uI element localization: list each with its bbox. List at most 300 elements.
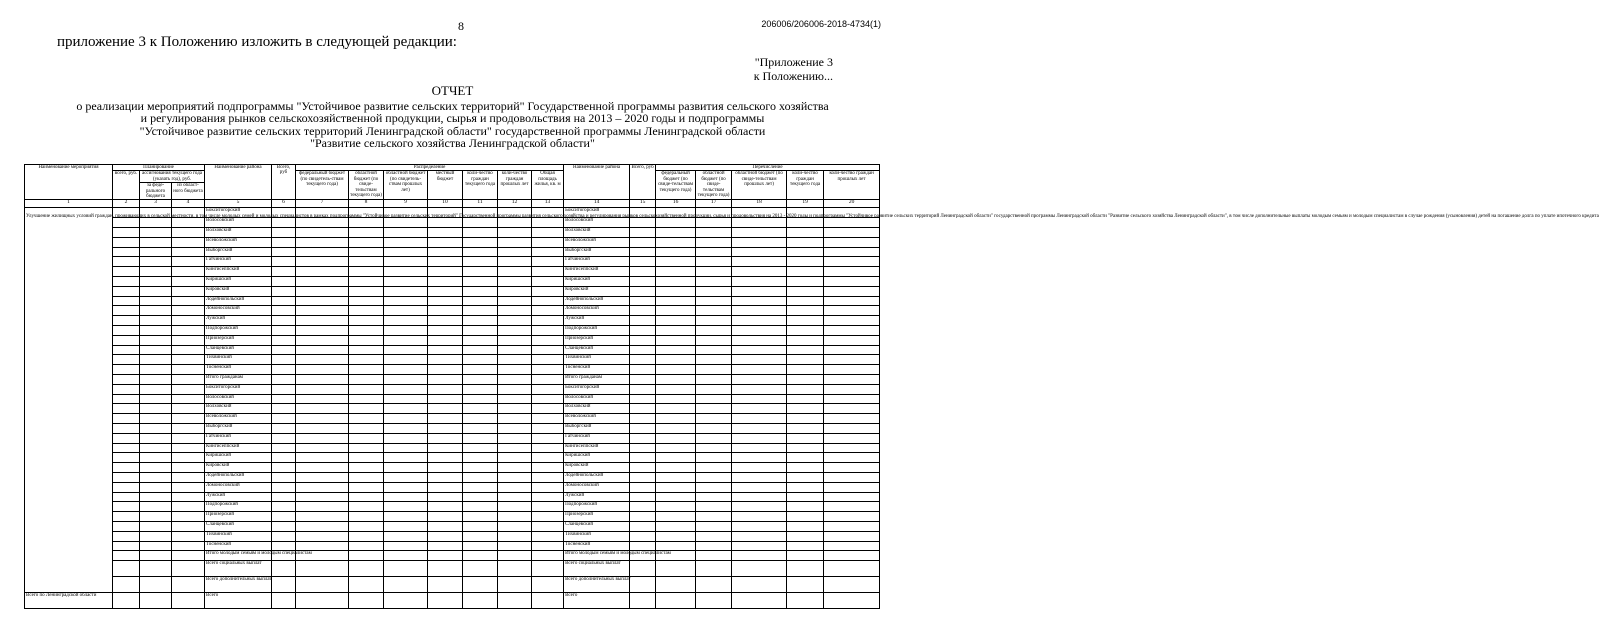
value-cell bbox=[532, 355, 564, 365]
value-cell bbox=[630, 394, 656, 404]
value-cell bbox=[498, 593, 532, 609]
district-name: Волосовский bbox=[205, 218, 272, 228]
value-cell bbox=[824, 296, 880, 306]
value-cell bbox=[630, 365, 656, 375]
value-cell bbox=[272, 335, 296, 345]
value-cell bbox=[140, 502, 172, 512]
value-cell bbox=[630, 326, 656, 336]
header-transfer-reg-past: областной бюджет (по свиде-тельствам прошлых лет) bbox=[732, 171, 787, 200]
report-table bbox=[24, 164, 1599, 609]
district-name: Приозерский bbox=[205, 512, 272, 522]
table-row bbox=[25, 345, 880, 355]
district-name-transfer: Тихвинский bbox=[564, 531, 630, 541]
value-cell bbox=[349, 306, 384, 316]
column-number: 19 bbox=[787, 200, 824, 208]
value-cell bbox=[384, 355, 428, 365]
value-cell bbox=[384, 512, 428, 522]
value-cell bbox=[787, 472, 824, 482]
value-cell bbox=[498, 326, 532, 336]
value-cell bbox=[732, 593, 787, 609]
value-cell bbox=[113, 394, 140, 404]
value-cell bbox=[113, 345, 140, 355]
value-cell bbox=[656, 404, 696, 414]
value-cell bbox=[463, 286, 498, 296]
value-cell bbox=[463, 335, 498, 345]
table-row bbox=[25, 593, 880, 609]
value-cell bbox=[272, 277, 296, 287]
value-cell bbox=[630, 593, 656, 609]
value-cell bbox=[787, 374, 824, 384]
value-cell bbox=[113, 551, 140, 561]
value-cell bbox=[824, 414, 880, 424]
value-cell bbox=[824, 335, 880, 345]
value-cell bbox=[296, 326, 349, 336]
value-cell bbox=[732, 316, 787, 326]
value-cell bbox=[113, 374, 140, 384]
value-cell bbox=[463, 561, 498, 577]
value-cell bbox=[656, 541, 696, 551]
value-cell bbox=[384, 453, 428, 463]
value-cell bbox=[272, 423, 296, 433]
value-cell bbox=[384, 561, 428, 577]
value-cell bbox=[732, 257, 787, 267]
value-cell bbox=[696, 577, 732, 593]
value-cell bbox=[384, 482, 428, 492]
value-cell bbox=[463, 453, 498, 463]
value-cell bbox=[296, 306, 349, 316]
value-cell bbox=[140, 472, 172, 482]
value-cell bbox=[140, 463, 172, 473]
value-cell bbox=[296, 423, 349, 433]
value-cell bbox=[272, 306, 296, 316]
district-name: Ломоносовский bbox=[205, 482, 272, 492]
value-cell bbox=[696, 443, 732, 453]
column-number: 6 bbox=[272, 200, 296, 208]
value-cell bbox=[824, 374, 880, 384]
value-cell bbox=[630, 561, 656, 577]
report-title-line-2: о реализации мероприятий подпрограммы "Устойчивое развитие сельских территорий" Государственной программы развития сельского хозяйства bbox=[76, 98, 829, 113]
value-cell bbox=[732, 365, 787, 375]
value-cell bbox=[140, 345, 172, 355]
value-cell bbox=[140, 257, 172, 267]
value-cell bbox=[296, 443, 349, 453]
header-transfer-reg-current: областной бюджет (по свиде-тельствам текущего года) bbox=[696, 171, 732, 200]
value-cell bbox=[532, 374, 564, 384]
value-cell bbox=[824, 593, 880, 609]
value-cell bbox=[113, 335, 140, 345]
value-cell bbox=[384, 326, 428, 336]
value-cell bbox=[696, 384, 732, 394]
value-cell bbox=[113, 365, 140, 375]
value-cell bbox=[113, 423, 140, 433]
value-cell bbox=[140, 453, 172, 463]
value-cell bbox=[732, 443, 787, 453]
value-cell bbox=[172, 531, 205, 541]
value-cell bbox=[532, 492, 564, 502]
value-cell bbox=[384, 541, 428, 551]
value-cell bbox=[296, 502, 349, 512]
table-row bbox=[25, 296, 880, 306]
value-cell bbox=[498, 257, 532, 267]
value-cell bbox=[384, 404, 428, 414]
value-cell bbox=[824, 423, 880, 433]
table-row bbox=[25, 512, 880, 522]
value-cell bbox=[532, 228, 564, 238]
value-cell bbox=[384, 502, 428, 512]
value-cell bbox=[630, 531, 656, 541]
value-cell bbox=[172, 541, 205, 551]
value-cell bbox=[349, 316, 384, 326]
value-cell bbox=[463, 577, 498, 593]
table-row bbox=[25, 384, 880, 394]
value-cell bbox=[787, 404, 824, 414]
value-cell bbox=[532, 512, 564, 522]
value-cell bbox=[787, 453, 824, 463]
value-cell bbox=[428, 453, 463, 463]
value-cell bbox=[349, 521, 384, 531]
column-number: 13 bbox=[532, 200, 564, 208]
value-cell bbox=[349, 577, 384, 593]
value-cell bbox=[428, 267, 463, 277]
value-cell bbox=[463, 531, 498, 541]
value-cell bbox=[787, 394, 824, 404]
value-cell bbox=[140, 374, 172, 384]
value-cell bbox=[140, 577, 172, 593]
value-cell bbox=[296, 492, 349, 502]
value-cell bbox=[349, 345, 384, 355]
value-cell bbox=[630, 384, 656, 394]
district-name-transfer: Волосовский bbox=[564, 394, 630, 404]
value-cell bbox=[824, 218, 880, 228]
value-cell bbox=[696, 423, 732, 433]
column-number: 5 bbox=[205, 200, 272, 208]
column-number: 4 bbox=[172, 200, 205, 208]
value-cell bbox=[349, 277, 384, 287]
table-row bbox=[25, 463, 880, 473]
report-title-line-1: ОТЧЕТ bbox=[431, 83, 474, 98]
table-row bbox=[25, 237, 880, 247]
value-cell bbox=[532, 257, 564, 267]
district-name: Кировский bbox=[205, 463, 272, 473]
district-name-transfer: Ломоносовский bbox=[564, 306, 630, 316]
value-cell bbox=[732, 512, 787, 522]
value-cell bbox=[498, 423, 532, 433]
value-cell bbox=[172, 296, 205, 306]
value-cell bbox=[272, 286, 296, 296]
value-cell bbox=[787, 593, 824, 609]
value-cell bbox=[113, 531, 140, 541]
value-cell bbox=[656, 492, 696, 502]
value-cell bbox=[172, 521, 205, 531]
report-title-line-4: "Устойчивое развитие сельских территорий Ленинградской области" государственной программы Ленинградской области bbox=[139, 123, 766, 138]
value-cell bbox=[272, 345, 296, 355]
district-name: Тосненский bbox=[205, 541, 272, 551]
value-cell bbox=[140, 237, 172, 247]
value-cell bbox=[384, 335, 428, 345]
value-cell bbox=[349, 561, 384, 577]
value-cell bbox=[384, 345, 428, 355]
value-cell bbox=[732, 277, 787, 287]
table-row bbox=[25, 482, 880, 492]
value-cell bbox=[349, 492, 384, 502]
value-cell bbox=[140, 277, 172, 287]
value-cell bbox=[384, 316, 428, 326]
value-cell bbox=[463, 345, 498, 355]
value-cell bbox=[498, 335, 532, 345]
value-cell bbox=[656, 335, 696, 345]
value-cell bbox=[787, 267, 824, 277]
value-cell bbox=[630, 218, 656, 228]
value-cell bbox=[656, 502, 696, 512]
value-cell bbox=[349, 443, 384, 453]
value-cell bbox=[172, 472, 205, 482]
value-cell bbox=[732, 502, 787, 512]
district-name: Всего bbox=[205, 593, 272, 609]
value-cell bbox=[428, 541, 463, 551]
value-cell bbox=[428, 561, 463, 577]
value-cell bbox=[824, 277, 880, 287]
value-cell bbox=[630, 423, 656, 433]
value-cell bbox=[384, 414, 428, 424]
value-cell bbox=[732, 228, 787, 238]
header-count-past: коли-чество граждан прошлых лет bbox=[498, 171, 532, 200]
value-cell bbox=[532, 443, 564, 453]
value-cell bbox=[296, 286, 349, 296]
value-cell bbox=[787, 551, 824, 561]
value-cell bbox=[787, 482, 824, 492]
table-row bbox=[25, 316, 880, 326]
value-cell bbox=[498, 492, 532, 502]
column-number: 11 bbox=[463, 200, 498, 208]
district-name-transfer: Всего социальных выплат bbox=[564, 561, 630, 577]
value-cell bbox=[428, 521, 463, 531]
value-cell bbox=[630, 472, 656, 482]
district-name-transfer: Выборгский bbox=[564, 423, 630, 433]
value-cell bbox=[140, 355, 172, 365]
value-cell bbox=[630, 247, 656, 257]
value-cell bbox=[172, 492, 205, 502]
table-row bbox=[25, 257, 880, 267]
column-number: 20 bbox=[824, 200, 880, 208]
value-cell bbox=[140, 286, 172, 296]
value-cell bbox=[272, 521, 296, 531]
district-name: Кингисеппский bbox=[205, 443, 272, 453]
value-cell bbox=[463, 257, 498, 267]
value-cell bbox=[787, 326, 824, 336]
header-planned-total: всего, руб. bbox=[113, 171, 140, 200]
value-cell bbox=[630, 286, 656, 296]
value-cell bbox=[696, 433, 732, 443]
document-id: 206006/206006-2018-4734(1) bbox=[761, 19, 881, 29]
value-cell bbox=[172, 482, 205, 492]
value-cell bbox=[732, 521, 787, 531]
value-cell bbox=[498, 463, 532, 473]
column-number: 17 bbox=[696, 200, 732, 208]
header-measure: Наименование мероприятия bbox=[25, 165, 113, 200]
value-cell bbox=[349, 423, 384, 433]
value-cell bbox=[532, 345, 564, 355]
value-cell bbox=[272, 355, 296, 365]
value-cell bbox=[113, 247, 140, 257]
value-cell bbox=[272, 463, 296, 473]
table-row bbox=[25, 247, 880, 257]
value-cell bbox=[296, 384, 349, 394]
value-cell bbox=[656, 453, 696, 463]
table-row bbox=[25, 394, 880, 404]
value-cell bbox=[824, 443, 880, 453]
value-cell bbox=[349, 394, 384, 404]
value-cell bbox=[696, 551, 732, 561]
value-cell bbox=[272, 502, 296, 512]
value-cell bbox=[296, 463, 349, 473]
value-cell bbox=[272, 257, 296, 267]
value-cell bbox=[172, 247, 205, 257]
value-cell bbox=[532, 541, 564, 551]
value-cell bbox=[140, 316, 172, 326]
value-cell bbox=[113, 414, 140, 424]
value-cell bbox=[272, 443, 296, 453]
header-transfer-count-current: коли-чество граждан текущего года bbox=[787, 171, 824, 200]
value-cell bbox=[696, 286, 732, 296]
district-name: Бокситогорский bbox=[205, 384, 272, 394]
value-cell bbox=[113, 286, 140, 296]
value-cell bbox=[824, 521, 880, 531]
value-cell bbox=[732, 326, 787, 336]
value-cell bbox=[532, 316, 564, 326]
value-cell bbox=[428, 218, 463, 228]
value-cell bbox=[787, 355, 824, 365]
value-cell bbox=[349, 593, 384, 609]
value-cell bbox=[656, 267, 696, 277]
value-cell bbox=[296, 296, 349, 306]
value-cell bbox=[296, 541, 349, 551]
district-name: Кингисеппский bbox=[205, 267, 272, 277]
value-cell bbox=[656, 228, 696, 238]
district-name-transfer: Тосненский bbox=[564, 365, 630, 375]
district-name-transfer: Бокситогорский bbox=[564, 208, 630, 218]
district-name: Лужский bbox=[205, 492, 272, 502]
value-cell bbox=[630, 267, 656, 277]
value-cell bbox=[384, 228, 428, 238]
value-cell bbox=[656, 355, 696, 365]
value-cell bbox=[428, 345, 463, 355]
district-name-transfer: Всего дополнительных выплат bbox=[564, 577, 630, 593]
value-cell bbox=[272, 561, 296, 577]
value-cell bbox=[630, 228, 656, 238]
value-cell bbox=[498, 237, 532, 247]
value-cell bbox=[532, 561, 564, 577]
value-cell bbox=[630, 335, 656, 345]
value-cell bbox=[824, 257, 880, 267]
value-cell bbox=[630, 453, 656, 463]
district-name: Подпорожский bbox=[205, 502, 272, 512]
value-cell bbox=[498, 247, 532, 257]
value-cell bbox=[172, 277, 205, 287]
value-cell bbox=[349, 355, 384, 365]
value-cell bbox=[498, 577, 532, 593]
header-total: Всего, руб bbox=[272, 165, 296, 200]
value-cell bbox=[428, 394, 463, 404]
value-cell bbox=[463, 551, 498, 561]
district-name-transfer: Итого гражданам bbox=[564, 374, 630, 384]
value-cell bbox=[696, 335, 732, 345]
value-cell bbox=[172, 453, 205, 463]
value-cell bbox=[113, 443, 140, 453]
district-name-transfer: Подпорожский bbox=[564, 326, 630, 336]
value-cell bbox=[532, 237, 564, 247]
value-cell bbox=[732, 492, 787, 502]
value-cell bbox=[656, 296, 696, 306]
value-cell bbox=[532, 521, 564, 531]
value-cell bbox=[696, 512, 732, 522]
value-cell bbox=[630, 541, 656, 551]
value-cell bbox=[349, 326, 384, 336]
district-name-transfer: Лодейнопольский bbox=[564, 472, 630, 482]
header-total-2: Всего, руб bbox=[630, 165, 656, 200]
value-cell bbox=[296, 561, 349, 577]
value-cell bbox=[296, 472, 349, 482]
value-cell bbox=[140, 296, 172, 306]
district-name: Итого молодым семьям и молодым специалистам bbox=[205, 551, 272, 561]
value-cell bbox=[272, 541, 296, 551]
value-cell bbox=[272, 453, 296, 463]
value-cell bbox=[113, 218, 140, 228]
value-cell bbox=[787, 492, 824, 502]
value-cell bbox=[630, 404, 656, 414]
value-cell bbox=[272, 404, 296, 414]
report-title-line-5: "Развитие сельского хозяйства Ленинградской области" bbox=[310, 136, 595, 150]
value-cell bbox=[656, 463, 696, 473]
value-cell bbox=[732, 482, 787, 492]
table-row bbox=[25, 414, 880, 424]
value-cell bbox=[384, 577, 428, 593]
value-cell bbox=[272, 228, 296, 238]
value-cell bbox=[656, 472, 696, 482]
value-cell bbox=[113, 521, 140, 531]
value-cell bbox=[172, 561, 205, 577]
value-cell bbox=[428, 355, 463, 365]
table-row bbox=[25, 433, 880, 443]
value-cell bbox=[824, 502, 880, 512]
district-name: Кировский bbox=[205, 286, 272, 296]
value-cell bbox=[272, 577, 296, 593]
value-cell bbox=[498, 541, 532, 551]
value-cell bbox=[140, 267, 172, 277]
value-cell bbox=[824, 228, 880, 238]
district-name: Волховский bbox=[205, 404, 272, 414]
value-cell bbox=[498, 355, 532, 365]
value-cell bbox=[532, 286, 564, 296]
value-cell bbox=[787, 384, 824, 394]
district-name: Лужский bbox=[205, 316, 272, 326]
value-cell bbox=[732, 561, 787, 577]
value-cell bbox=[272, 414, 296, 424]
value-cell bbox=[463, 502, 498, 512]
table-row bbox=[25, 453, 880, 463]
value-cell bbox=[384, 531, 428, 541]
value-cell bbox=[463, 267, 498, 277]
value-cell bbox=[349, 463, 384, 473]
value-cell bbox=[428, 531, 463, 541]
value-cell bbox=[349, 257, 384, 267]
district-name: Выборгский bbox=[205, 247, 272, 257]
value-cell bbox=[384, 551, 428, 561]
value-cell bbox=[532, 433, 564, 443]
column-number: 16 bbox=[656, 200, 696, 208]
district-name-transfer: Лодейнопольский bbox=[564, 296, 630, 306]
value-cell bbox=[140, 521, 172, 531]
value-cell bbox=[630, 443, 656, 453]
